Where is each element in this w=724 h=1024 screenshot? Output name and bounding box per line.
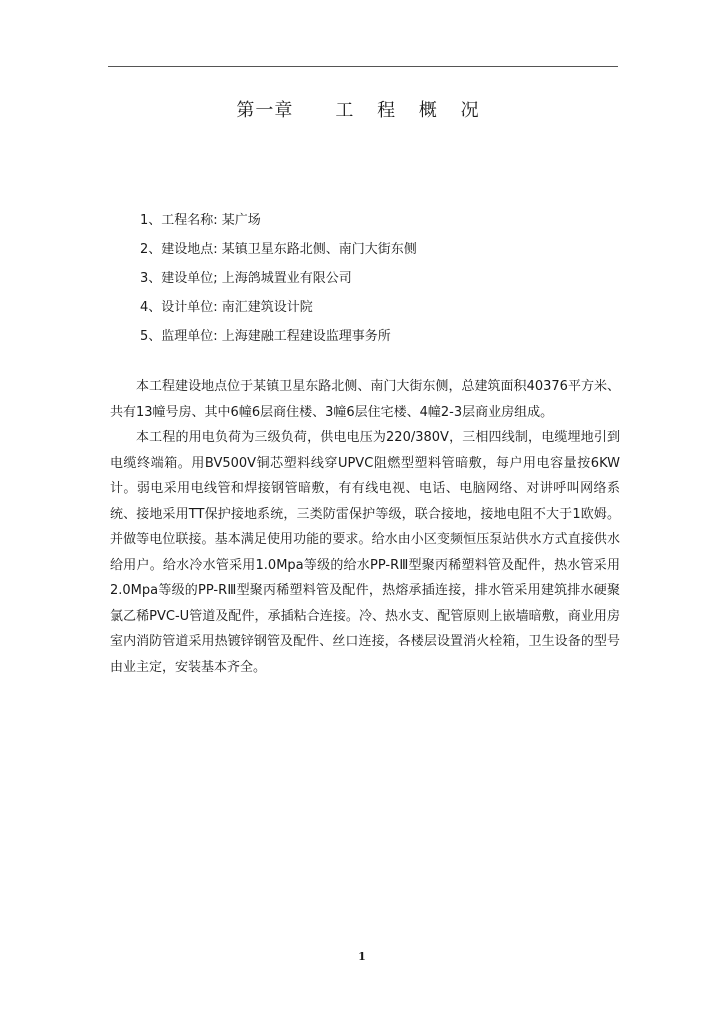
chapter-number: 第一章 — [236, 100, 294, 121]
info-item-owner: 3、建设单位; 上海鸽城置业有限公司 — [140, 271, 352, 286]
paragraph-overview: 本工程建设地点位于某镇卫星东路北侧、南门大街东侧，总建筑面积40376平方米、共有13幢号房、其中6幢6层商住楼、3幢6层住宅楼、4幢2-3层商业房组成。 — [110, 379, 620, 420]
chapter-title — [0, 96, 724, 122]
header-rule — [108, 66, 618, 67]
chapter-name: 工 程 概 况 — [335, 100, 488, 121]
info-item-name: 1、工程名称: 某广场 — [140, 213, 261, 228]
info-item-designer: 4、设计单位: 南汇建筑设计院 — [140, 300, 313, 315]
paragraph-systems: 本工程的用电负荷为三级负荷，供电电压为220/380V，三相四线制，电缆埋地引到电缆终端箱。用BV500V铜芯塑料线穿UPVC阻燃型塑料管暗敷，每户用电容量按6KW计。弱电采用电线管和焊接钢管暗敷，有有线电视、电话、电脑网络、对讲呼叫网络系统、接地采用TT保护接地系统，三类防雷保护等级，联合接地，接地电阻不大于1欧姆。并做等电位联接。基本满足使用功能的要求。给水由小区变频恒压泵站供水方式直接供水给用户。给水冷水管采用1.0Mpa等级的给水PP-RⅢ型聚丙稀塑料管及配件，热水管采用2.0Mpa等级的PP-RⅢ型聚丙稀塑料管及配件，热熔承插连接，排水管采用建筑排水硬聚氯乙稀PVC-U管道及配件，承插粘合连接。冷、热水支、配管原则上嵌墙暗敷，商业用房室内消防管道采用热镀锌钢管及配件、丝口连接，各楼层设置消火栓箱，卫生设备的型号由业主定，安装基本齐全。 — [110, 430, 620, 675]
project-info-list — [140, 206, 417, 351]
info-item-location: 2、建设地点: 某镇卫星东路北侧、南门大街东侧 — [140, 242, 417, 257]
page-number: 1 — [358, 950, 366, 963]
info-item-supervisor: 5、监理单位: 上海建融工程建设监理事务所 — [140, 329, 391, 344]
body-text — [110, 374, 620, 680]
